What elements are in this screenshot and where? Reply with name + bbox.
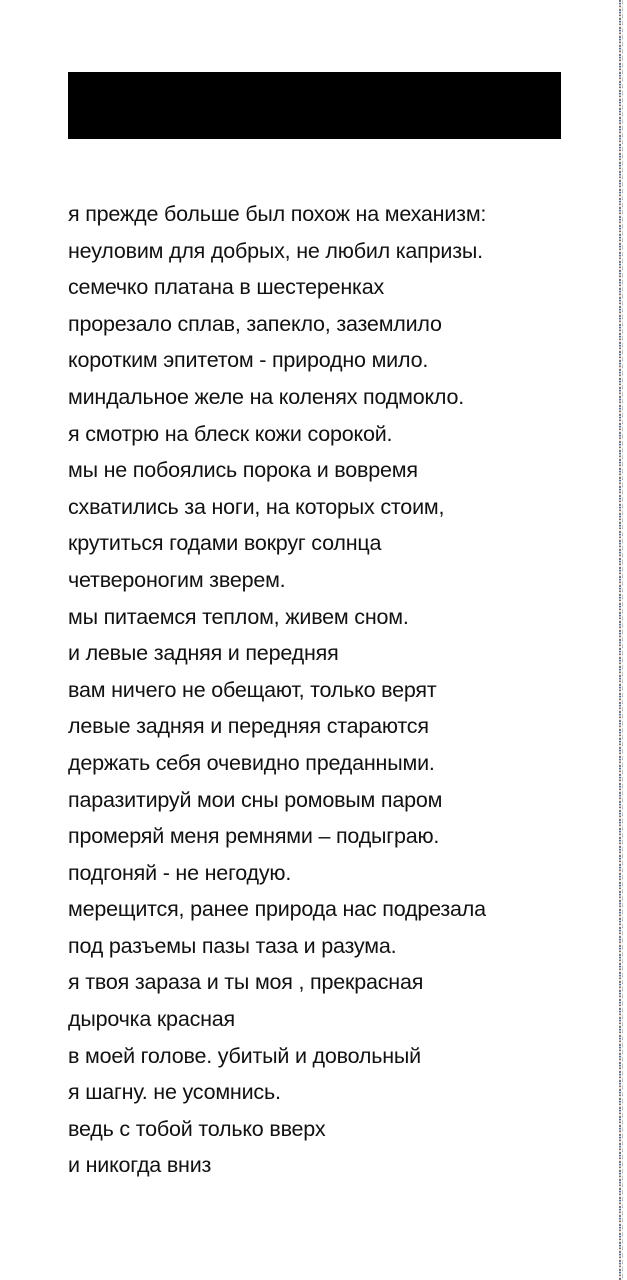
page-edge-strip: [612, 0, 627, 1280]
poem-line: я смотрю на блеск кожи сорокой.: [68, 421, 393, 446]
poem-line: и никогда вниз: [68, 1153, 212, 1178]
poem-line: и левые задняя и передняя: [68, 641, 339, 666]
poem-line: миндальное желе на коленях подмокло.: [68, 384, 465, 409]
poem-line: подгоняй - не негодую.: [68, 860, 292, 885]
poem-line: мы питаемся теплом, живем сном.: [68, 604, 409, 629]
poem-line: неуловим для добрых, не любил капризы.: [68, 238, 483, 263]
poem-line: четвероногим зверем.: [68, 567, 286, 592]
poem-line: мы не побоялись порока и вовремя: [68, 458, 418, 483]
poem-line: я прежде больше был похож на механизм:: [68, 202, 487, 226]
poem-text: [68, 196, 598, 1184]
poem-line: дырочка красная: [68, 1007, 235, 1032]
poem-line: паразитируй мои сны ромовым паром: [68, 787, 443, 812]
poem-line: левые задняя и передняя стараются: [68, 714, 429, 739]
poem-line: ведь с тобой только вверх: [68, 1116, 326, 1141]
poem-line: коротким эпитетом - природно мило.: [68, 348, 429, 373]
poem-line: крутиться годами вокруг солнца: [68, 531, 382, 556]
poem-line: семечко платана в шестеренках: [68, 275, 385, 300]
poem-line: прорезало сплав, запекло, заземлило: [68, 311, 442, 336]
poem-line: я шагну. не усомнись.: [68, 1080, 281, 1105]
page-edge-line: [622, 0, 623, 1280]
poem-line: под разъемы пазы таза и разума.: [68, 933, 397, 958]
poem-line: мерещится, ранее природа нас подрезала: [68, 897, 486, 922]
poem-line: схватились за ноги, на которых стоим,: [68, 494, 445, 519]
poem-line: вам ничего не обещают, только верят: [68, 677, 437, 702]
poem-line: я твоя зараза и ты моя , прекрасная: [68, 970, 424, 995]
poem-line: держать себя очевидно преданными.: [68, 750, 435, 775]
page-edge-line: [619, 0, 621, 1280]
poem-line: в моей голове. убитый и довольный: [68, 1043, 421, 1068]
redacted-title-bar: [68, 72, 561, 139]
poem-line: промеряй меня ремнями – подыграю.: [68, 824, 440, 849]
